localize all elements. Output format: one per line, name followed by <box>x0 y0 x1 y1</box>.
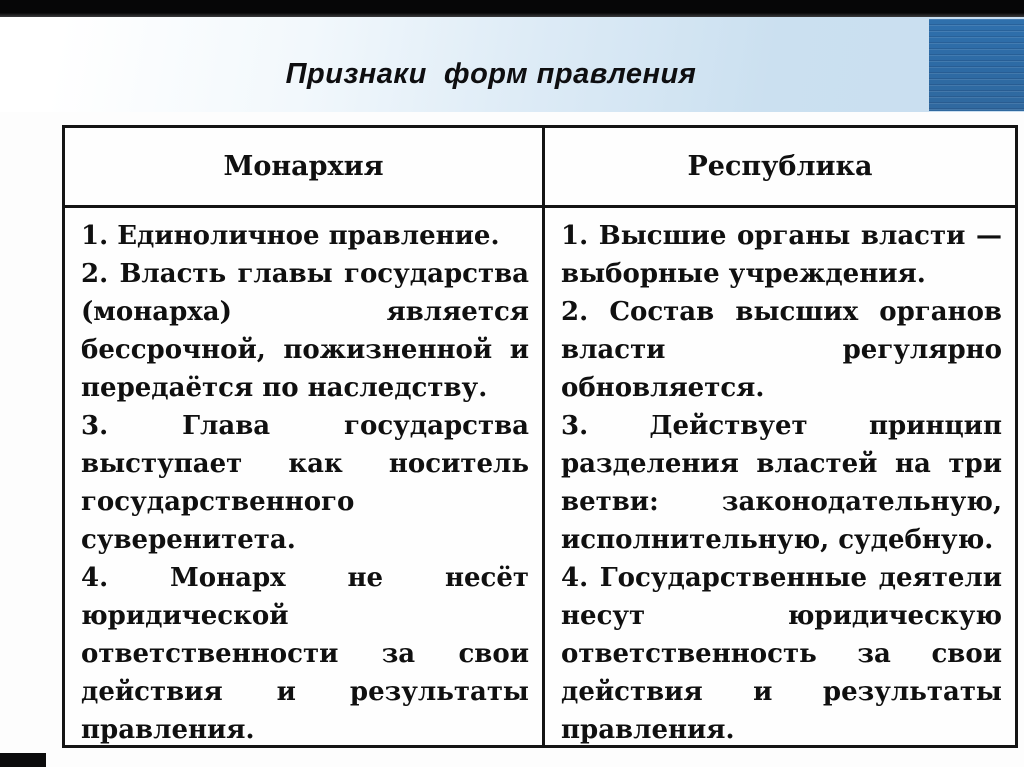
slide-title: Признаки форм правления <box>285 58 697 90</box>
top-black-bar <box>0 0 1024 17</box>
column-header-republic: Республика <box>545 128 1015 208</box>
republic-item-3: 3. Действует принцип разделения властей на три ветви: законодательную, исполнительную, судебную. <box>561 411 1002 555</box>
republic-features-cell <box>545 208 1015 745</box>
republic-item-1: 1. Высшие органы власти — выборные учреждения. <box>561 221 1002 289</box>
bottom-left-black-mark <box>0 753 46 767</box>
column-header-monarchy: Монархия <box>65 128 545 208</box>
monarchy-item-2: 2. Власть главы государства (монарха) является бессрочной, пожизненной и передаётся по наследству. <box>81 259 529 403</box>
monarchy-item-1: 1. Единоличное правление. <box>81 221 500 251</box>
forms-of-government-table <box>62 125 1018 748</box>
monarchy-item-4: 4. Монарх не несёт юридической ответственности за свои действия и результаты правления. <box>81 563 529 745</box>
monarchy-item-3: 3. Глава государства выступает как носитель государственного суверенитета. <box>81 411 529 555</box>
republic-item-4: 4. Государственные деятели несут юридическую ответственность за свои действия и результаты правления. <box>561 563 1002 745</box>
republic-item-2: 2. Состав высших органов власти регулярно обновляется. <box>561 297 1002 403</box>
monarchy-features-cell <box>65 208 545 745</box>
